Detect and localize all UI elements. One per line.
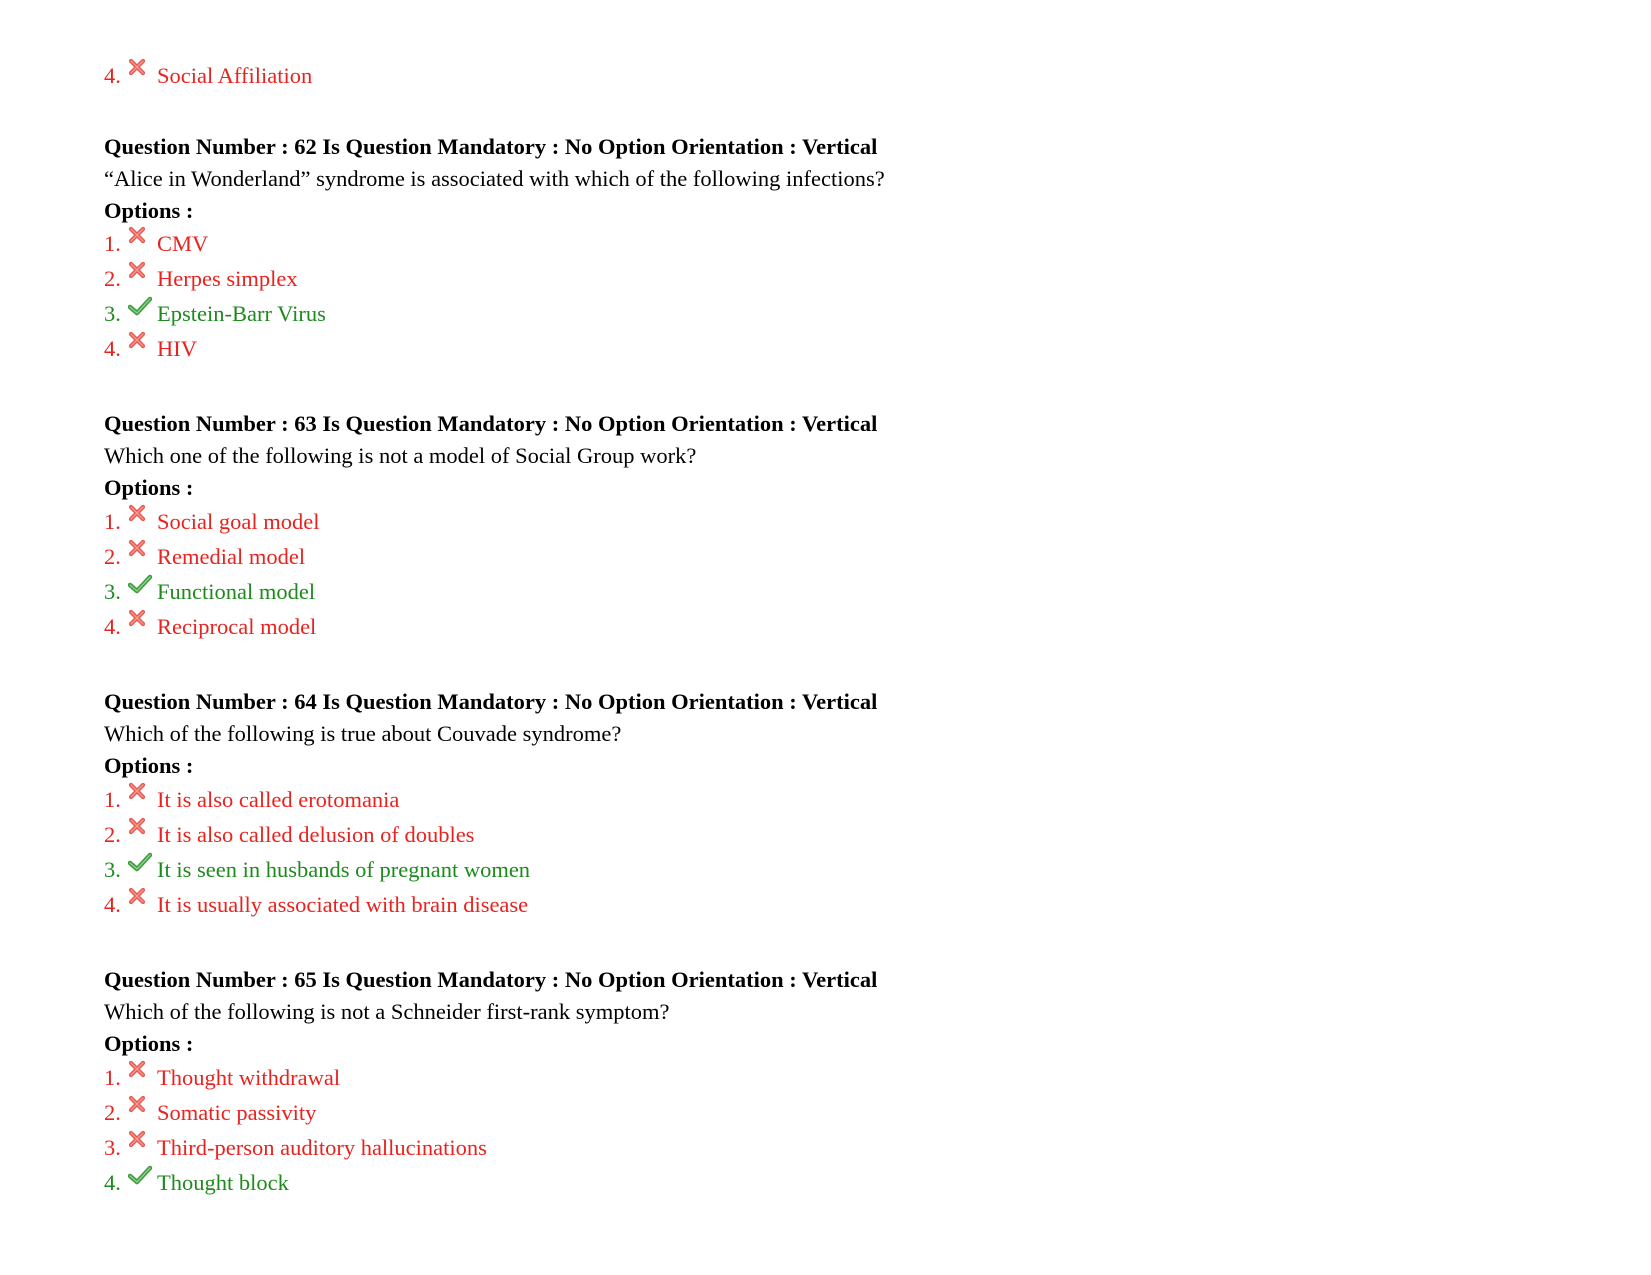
option-row	[104, 613, 316, 641]
checkmark-icon	[128, 1169, 157, 1197]
option-number: 4.	[104, 1170, 121, 1195]
option-row	[104, 335, 197, 363]
option-text: Functional model	[157, 579, 316, 604]
question-text: Which of the following is true about Couvade syndrome?	[104, 721, 622, 746]
option-number: 2.	[104, 266, 121, 291]
option-text: Somatic passivity	[157, 1100, 317, 1125]
checkmark-icon	[128, 300, 157, 328]
option-row	[104, 821, 474, 849]
question-header: Question Number : 64 Is Question Mandatory : No Option Orientation : Vertical	[104, 689, 878, 714]
option-text: Remedial model	[157, 544, 306, 569]
question-text: Which of the following is not a Schneider first-rank symptom?	[104, 999, 670, 1024]
option-row	[104, 300, 326, 328]
cross-icon	[128, 508, 157, 536]
question-header: Question Number : 63 Is Question Mandatory : No Option Orientation : Vertical	[104, 411, 878, 436]
cross-icon	[128, 230, 157, 258]
option-text: HIV	[157, 336, 197, 361]
option-number: 4.	[104, 336, 121, 361]
option-number: 3.	[104, 1135, 121, 1160]
cross-icon	[128, 265, 157, 293]
cross-icon	[128, 821, 157, 849]
cross-icon	[128, 335, 157, 363]
cross-icon	[128, 1099, 157, 1127]
option-row	[104, 891, 528, 919]
option-text: It is seen in husbands of pregnant women	[157, 857, 531, 882]
option-number: 1.	[104, 509, 121, 534]
option-row	[104, 1064, 340, 1092]
option-text: Herpes simplex	[157, 266, 298, 291]
cross-icon	[128, 62, 157, 90]
option-text: Social Affiliation	[157, 63, 313, 88]
option-text: Epstein-Barr Virus	[157, 301, 326, 326]
question-header: Question Number : 62 Is Question Mandatory : No Option Orientation : Vertical	[104, 134, 878, 159]
option-text: Thought block	[157, 1170, 289, 1195]
option-row	[104, 230, 208, 258]
option-row	[104, 543, 305, 571]
cross-icon	[128, 543, 157, 571]
option-row	[104, 856, 530, 884]
option-number: 1.	[104, 787, 121, 812]
cross-icon	[128, 613, 157, 641]
option-text: It is also called delusion of doubles	[157, 822, 475, 847]
option-text: It is usually associated with brain disease	[157, 892, 529, 917]
option-text: It is also called erotomania	[157, 787, 400, 812]
option-row	[104, 508, 319, 536]
checkmark-icon	[128, 856, 157, 884]
option-row	[104, 1169, 289, 1197]
option-number: 4.	[104, 892, 121, 917]
options-label: Options :	[104, 1031, 194, 1056]
options-label: Options :	[104, 475, 194, 500]
checkmark-icon	[128, 578, 157, 606]
options-label: Options :	[104, 753, 194, 778]
option-number: 4.	[104, 63, 121, 88]
option-number: 2.	[104, 822, 121, 847]
option-number: 1.	[104, 231, 121, 256]
option-number: 3.	[104, 857, 121, 882]
option-number: 3.	[104, 301, 121, 326]
option-row	[104, 1099, 316, 1127]
option-number: 2.	[104, 1100, 121, 1125]
option-row	[104, 786, 399, 814]
cross-icon	[128, 1064, 157, 1092]
option-text: Reciprocal model	[157, 614, 317, 639]
option-row	[104, 1134, 487, 1162]
option-row	[104, 578, 315, 606]
cross-icon	[128, 891, 157, 919]
cross-icon	[128, 786, 157, 814]
cross-icon	[128, 1134, 157, 1162]
option-row	[104, 265, 298, 293]
option-number: 3.	[104, 579, 121, 604]
option-text: Thought withdrawal	[157, 1065, 341, 1090]
option-number: 1.	[104, 1065, 121, 1090]
option-number: 2.	[104, 544, 121, 569]
question-text: Which one of the following is not a model of Social Group work?	[104, 443, 697, 468]
option-text: CMV	[157, 231, 209, 256]
options-label: Options :	[104, 198, 194, 223]
question-text: “Alice in Wonderland” syndrome is associated with which of the following infections?	[104, 166, 885, 191]
option-number: 4.	[104, 614, 121, 639]
option-text: Social goal model	[157, 509, 320, 534]
option-text: Third-person auditory hallucinations	[157, 1135, 487, 1160]
question-header: Question Number : 65 Is Question Mandatory : No Option Orientation : Vertical	[104, 967, 878, 992]
option-row	[104, 62, 312, 90]
